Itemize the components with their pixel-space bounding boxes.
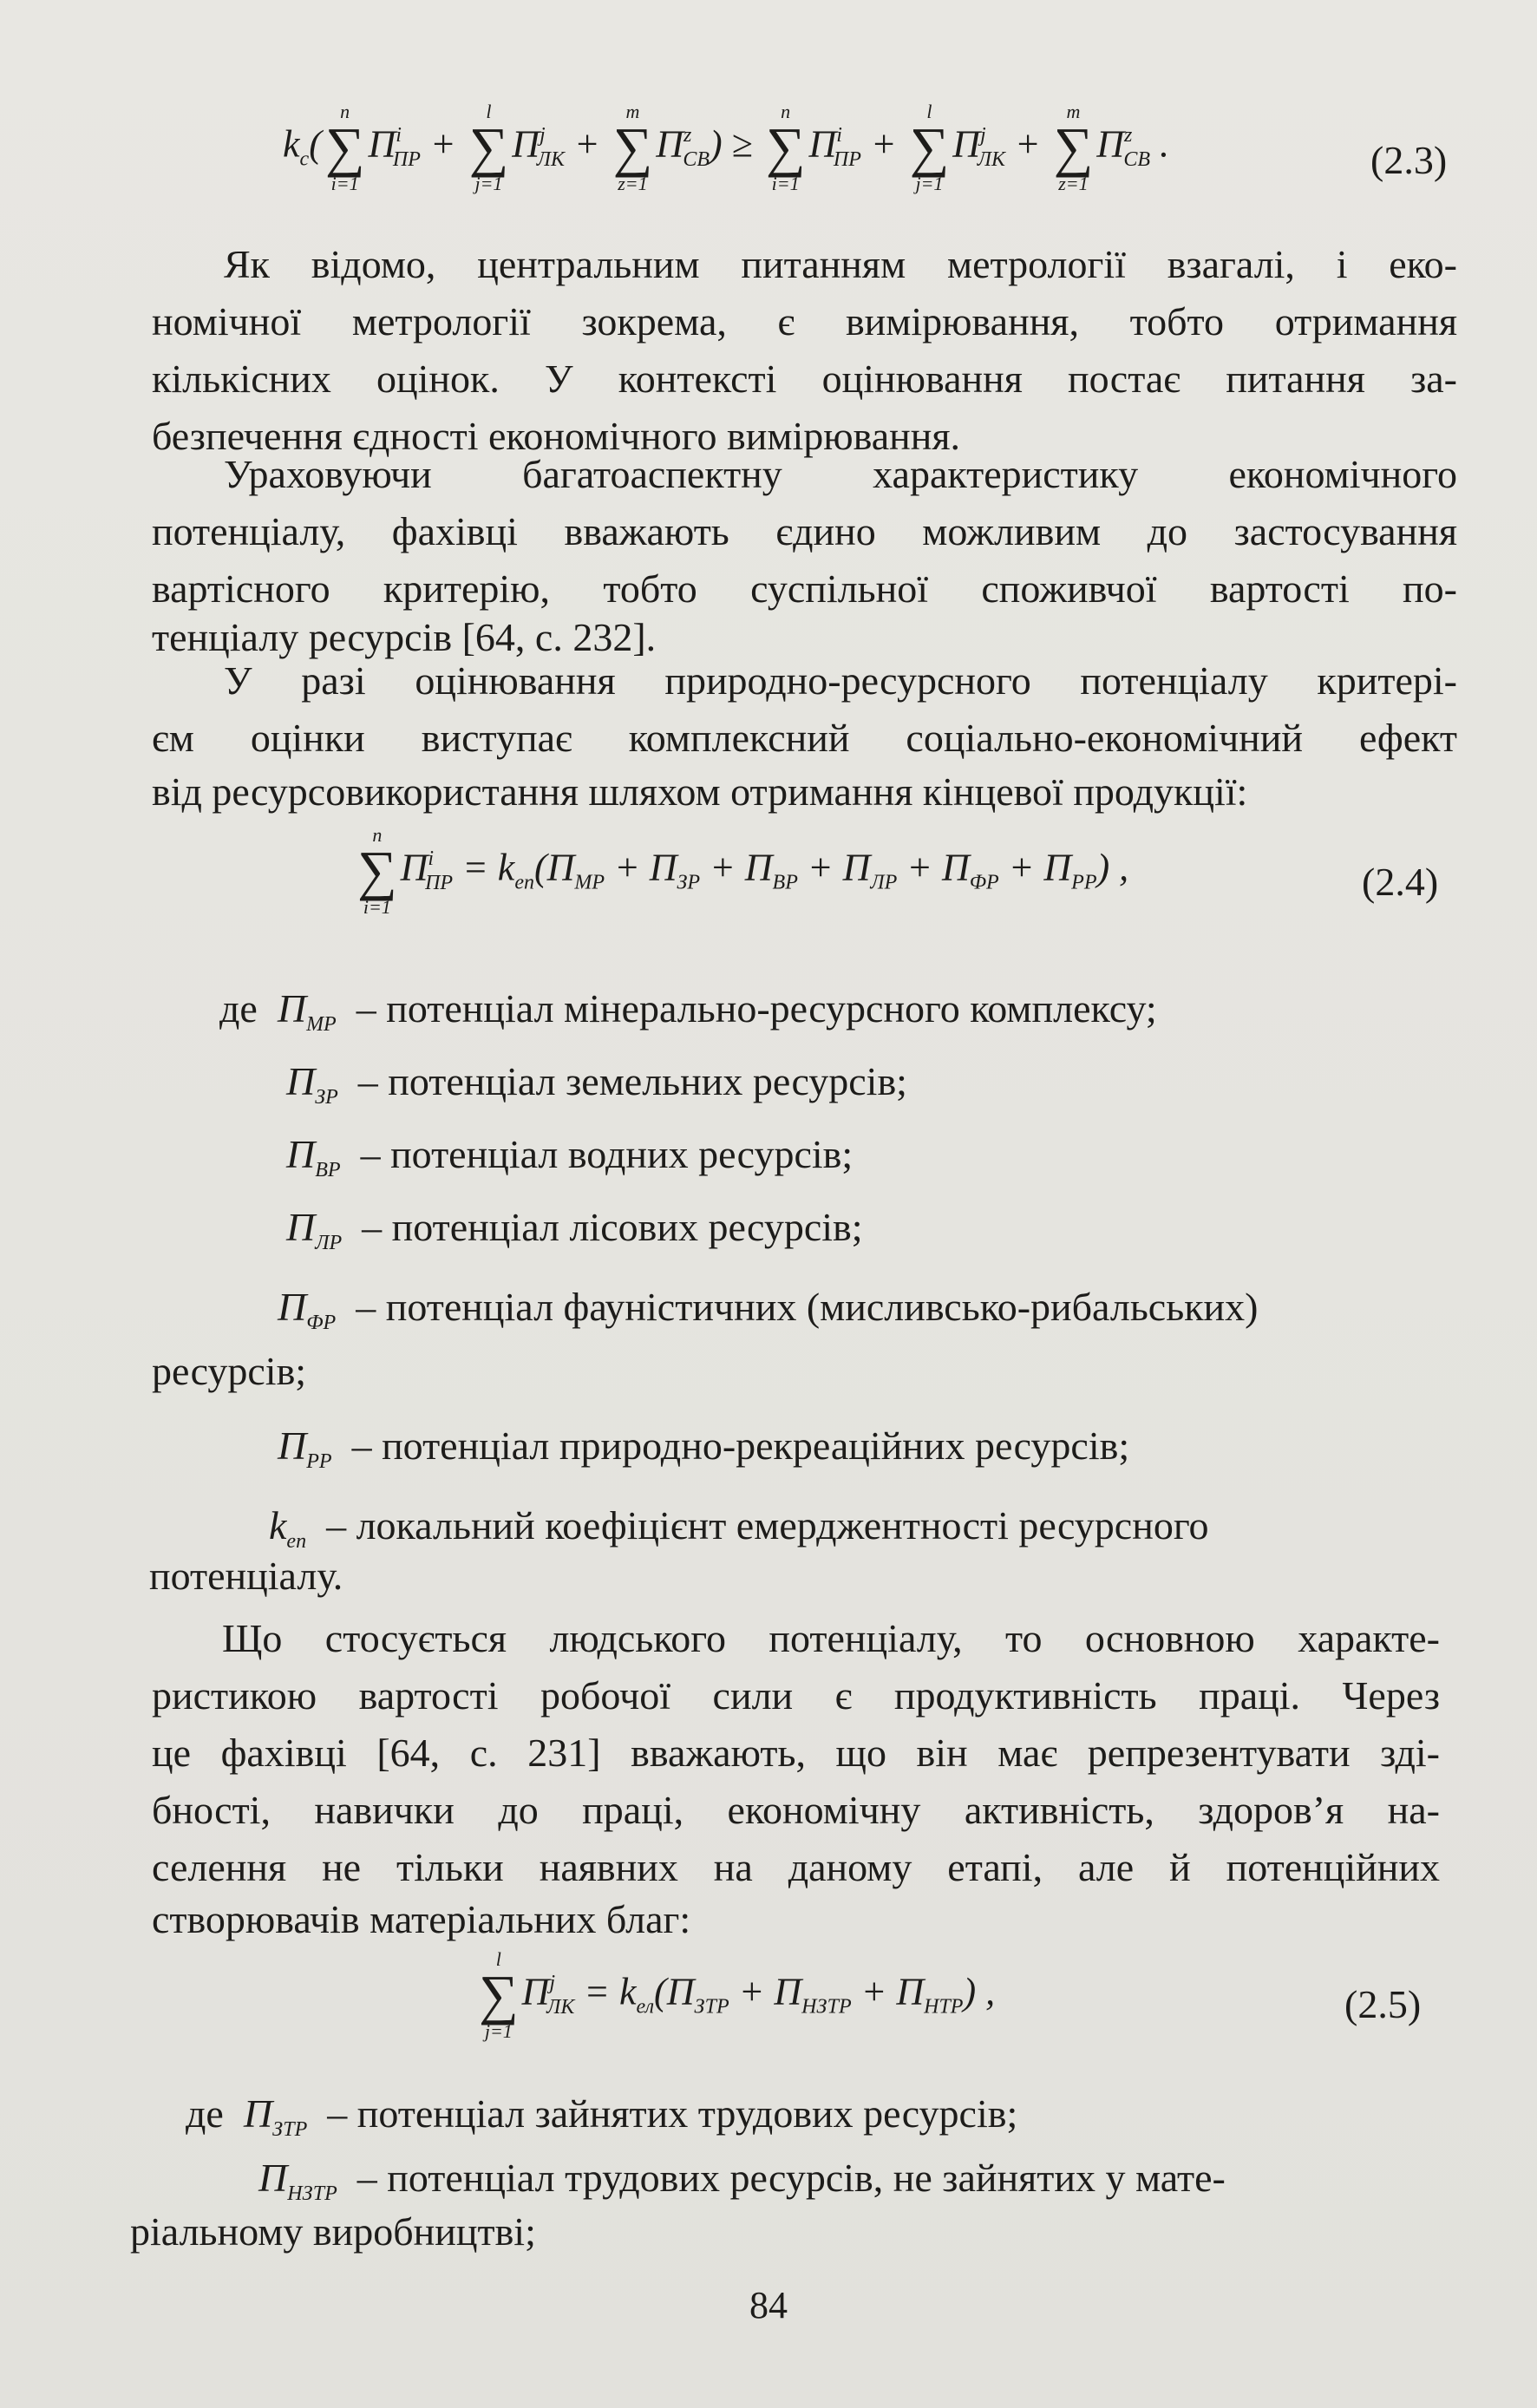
text-line: номічної метрології зокрема, є вимірювання, тобто отримання [152, 299, 1457, 344]
equation-2-3: $k_c$( n ∑ i=1 $П^i_{ПР}$ + l ∑ j=1 $П^j_{ЛК}$ + m ∑ z=1 $П^z_{СВ}$) ≥ n ∑ i=1 $П^i_{ПР}$ + l ∑ j=1 $П^j_{ЛК}$ + m ∑ z=1 $П^z_{СВ}$ . (2.3) [283, 101, 1448, 194]
text-line: єм оцінки виступає комплексний соціально-економічний ефект [152, 716, 1457, 760]
text-line: тенціалу ресурсів [64, с. 232]. [152, 615, 657, 659]
text-line: це фахівці [64, с. 231] вважають, що він має репрезентувати зді- [152, 1731, 1440, 1775]
text-line: від ресурсовикористання шляхом отримання кінцевої продукції: [152, 769, 1248, 814]
text-line: кількісних оцінок. У контексті оцінювання постає питання за- [152, 357, 1457, 401]
definition-vr: $П_{ВР}$ – потенціал водних ресурсів; [286, 1132, 854, 1181]
equation-2-4: n ∑ i=1 $П^i_{ПР} = k_{еп}(П_{МР} + П_{ЗР} + П_{ВР} + П_{ЛР} + П_{ФР} + П_{РР})$ , (2.4) [357, 824, 1439, 918]
text-line: ристикою вартості робочої сили є продуктивність праці. Через [152, 1673, 1440, 1718]
text-line: безпечення єдності економічного вимірювання. [152, 414, 961, 458]
definition-rr: $П_{РР}$ – потенціал природно-рекреаційних ресурсів; [278, 1423, 1130, 1473]
equation-number: (2.4) [1362, 860, 1439, 904]
text-line: Ураховуючи багатоаспектну характеристику економічного [224, 452, 1457, 496]
definition-ken: $k_{еп}$ – локальний коефіцієнт емерджентності ресурсного [269, 1503, 1209, 1553]
text-line: селення не тільки наявних на даному етапі, але й потенційних [152, 1845, 1440, 1889]
equation-number: (2.3) [1370, 138, 1448, 182]
equation-2-5: l ∑ j=1 $П^j_{ЛК} = k_{ел}(П_{ЗТР} + П_{НЗТР} + П_{НТР})$ , (2.5) [479, 1948, 1422, 2042]
definition-lr: $П_{ЛР}$ – потенціал лісових ресурсів; [286, 1205, 863, 1254]
page-number: 84 [749, 2284, 788, 2326]
definition-fr: $П_{ФР}$ – потенціал фауністичних (мисливсько-рибальських) [278, 1285, 1259, 1334]
text-line: створювачів матеріальних благ: [152, 1897, 691, 1941]
equation-number: (2.5) [1344, 1982, 1422, 2026]
definition-fr-continued: ресурсів; [152, 1349, 307, 1393]
definition-mr: де $П_{МР}$ – потенціал мінерально-ресурсного комплексу; [219, 986, 1157, 1036]
definition-ken-continued: потенціалу. [149, 1554, 343, 1598]
text-line: Що стосується людського потенціалу, то основною характе- [222, 1616, 1440, 1660]
text-line: потенціалу, фахівці вважають єдино можливим до застосування [152, 509, 1457, 553]
definition-ztr: де $П_{ЗТР}$ – потенціал зайнятих трудових ресурсів; [186, 2091, 1018, 2141]
definition-lead: де [219, 986, 258, 1031]
definition-lead: де [186, 2091, 224, 2136]
text-line: У разі оцінювання природно-ресурсного потенціалу критері- [224, 658, 1457, 703]
definition-zr: $П_{ЗР}$ – потенціал земельних ресурсів; [286, 1059, 907, 1109]
text-line: вартісного критерію, тобто суспільної споживчої вартості по- [152, 566, 1457, 611]
definition-nztr: $П_{НЗТР}$ – потенціал трудових ресурсів, не зайнятих у мате- [258, 2156, 1226, 2205]
text-line: бності, навички до праці, економічну активність, здоров’я на- [152, 1788, 1440, 1832]
text-line: Як відомо, центральним питанням метрології взагалі, і еко- [224, 242, 1457, 286]
definition-nztr-continued: ріальному виробництві; [130, 2209, 536, 2254]
